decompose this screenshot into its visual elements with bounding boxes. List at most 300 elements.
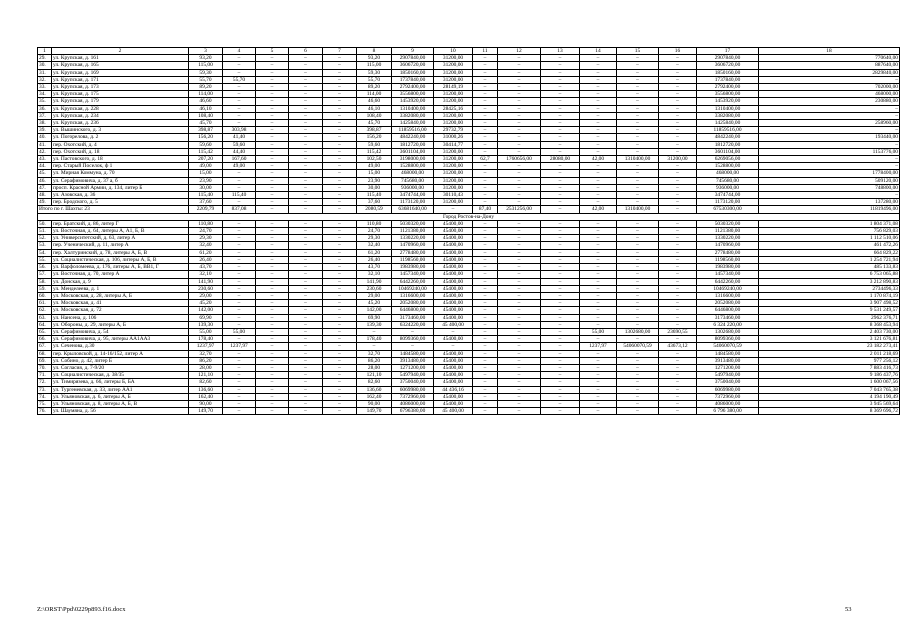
total-cell: – <box>289 206 323 213</box>
table-cell: – <box>498 184 541 191</box>
address-cell: ул. Крупская, д. 175 <box>52 91 189 98</box>
table-cell: 86,20 <box>189 357 223 364</box>
table-cell: 3382080,00 <box>392 112 434 119</box>
table-cell: 1 112 510,06 <box>759 235 900 242</box>
table-row <box>38 170 900 177</box>
total-cell: 63681640,00 <box>392 206 434 213</box>
table-cell: – <box>541 264 580 271</box>
table-row <box>38 156 900 163</box>
table-cell: 65. <box>38 328 52 335</box>
table-cell: – <box>323 400 357 407</box>
table-cell: 46,60 <box>357 98 392 105</box>
table-cell: 37,60 <box>189 199 223 206</box>
table-cell: 86,20 <box>357 357 392 364</box>
table-cell: 90,00 <box>189 400 223 407</box>
table-cell: – <box>323 364 357 371</box>
table-cell: – <box>659 400 697 407</box>
table-cell: 2052080,00 <box>392 300 434 307</box>
table-cell: – <box>580 170 617 177</box>
table-cell: – <box>541 242 580 249</box>
table-cell: 178,40 <box>189 336 223 343</box>
table-cell: 1330220,00 <box>697 235 759 242</box>
table-cell: 115,40 <box>189 192 223 199</box>
table-cell: – <box>289 242 323 249</box>
table-cell: – <box>659 163 697 170</box>
table-cell: 141,90 <box>189 278 223 285</box>
table-cell: – <box>289 343 323 350</box>
table-cell: 29732,79 <box>434 127 473 134</box>
table-cell: – <box>498 199 541 206</box>
table-cell: – <box>580 127 617 134</box>
table-cell: – <box>289 228 323 235</box>
table-cell: – <box>659 148 697 155</box>
table-cell: 136,60 <box>357 386 392 393</box>
table-cell: 230,60 <box>189 285 223 292</box>
table-cell: – <box>256 271 289 278</box>
table-cell: – <box>759 112 900 119</box>
table-cell: – <box>498 292 541 299</box>
table-cell: – <box>473 271 498 278</box>
table-cell: – <box>498 76 541 83</box>
address-cell: ул. Обороны, д. 29, литеры А, Б <box>52 321 189 328</box>
table-cell: 54060070,59 <box>697 343 759 350</box>
table-row <box>38 184 900 191</box>
table-cell: 41. <box>38 141 52 148</box>
table-cell: – <box>659 408 697 415</box>
table-cell: – <box>498 98 541 105</box>
address-cell: ул. Ульяновская, д. 6, литеры А, Б <box>52 393 189 400</box>
table-cell: – <box>617 408 659 415</box>
table-cell: – <box>659 300 697 307</box>
table-cell: 468000,00 <box>759 91 900 98</box>
table-cell: – <box>541 400 580 407</box>
table-cell: 1850160,00 <box>697 69 759 76</box>
table-cell: – <box>473 192 498 199</box>
table-cell: 6796380,00 <box>392 408 434 415</box>
table-cell: – <box>498 408 541 415</box>
table-cell: 31200,00 <box>434 177 473 184</box>
total-cell: – <box>434 206 473 213</box>
table-cell: – <box>256 62 289 69</box>
total-row <box>38 206 900 213</box>
table-cell: – <box>580 285 617 292</box>
table-cell: – <box>256 184 289 191</box>
table-cell: – <box>473 170 498 177</box>
table-cell: 28425,16 <box>434 105 473 112</box>
table-cell: – <box>289 285 323 292</box>
table-cell: – <box>289 357 323 364</box>
table-row <box>38 386 900 393</box>
table-cell: – <box>580 163 617 170</box>
table-cell: – <box>498 314 541 321</box>
table-cell: – <box>289 264 323 271</box>
table-row <box>38 192 900 199</box>
table-cell: 50. <box>38 220 52 227</box>
table-cell: – <box>580 386 617 393</box>
table-cell: – <box>541 364 580 371</box>
address-cell: ул. Погорелова, д. 2 <box>52 134 189 141</box>
table-cell: – <box>223 120 256 127</box>
table-cell: 162,40 <box>189 393 223 400</box>
table-cell: 28,00 <box>357 364 392 371</box>
total-cell: – <box>256 206 289 213</box>
table-cell: 32,10 <box>189 271 223 278</box>
column-number-cell: 12 <box>498 48 541 55</box>
column-number-cell: 1 <box>38 48 52 55</box>
table-cell: – <box>580 379 617 386</box>
table-cell: – <box>498 242 541 249</box>
address-cell: ул. Варфоломеева, д. 176, литеры А, Б, ВВ1, Г <box>52 264 189 271</box>
table-cell: – <box>289 379 323 386</box>
table-cell: 1271200,00 <box>392 364 434 371</box>
table-cell: 23690,55 <box>659 328 697 335</box>
table-cell: 31200,00 <box>434 184 473 191</box>
table-row <box>38 134 900 141</box>
column-number-cell: 2 <box>52 48 189 55</box>
table-cell: – <box>659 192 697 199</box>
table-cell: – <box>659 271 697 278</box>
table-cell: – <box>323 62 357 69</box>
table-cell: 230880,00 <box>759 98 900 105</box>
table-cell: – <box>256 264 289 271</box>
section-title-row <box>38 213 900 220</box>
table-cell: – <box>323 343 357 350</box>
table-cell: 1330220,00 <box>392 235 434 242</box>
table-cell: – <box>659 285 697 292</box>
table-cell: – <box>617 400 659 407</box>
section-title: Город Ростов-на-Дону <box>38 213 900 220</box>
table-cell: – <box>473 134 498 141</box>
table-cell: 62,7 <box>473 156 498 163</box>
table-cell: 11859516,00 <box>392 127 434 134</box>
table-cell: – <box>617 278 659 285</box>
table-cell: 139,30 <box>357 321 392 328</box>
table-cell: – <box>759 141 900 148</box>
table-cell: 59,30 <box>357 69 392 76</box>
table-cell: 45400,00 <box>434 307 473 314</box>
table-cell: – <box>541 393 580 400</box>
table-cell: – <box>580 278 617 285</box>
table-cell: 1425840,00 <box>697 120 759 127</box>
table-cell: 31200,00 <box>434 112 473 119</box>
total-label: Итого по г. Шахты: 23 <box>38 206 189 213</box>
table-cell: 24,70 <box>189 228 223 235</box>
table-cell: 44,40 <box>223 148 256 155</box>
table-cell: 114,00 <box>189 91 223 98</box>
total-cell: 2080,59 <box>357 206 392 213</box>
column-number-cell: 9 <box>392 48 434 55</box>
table-cell: – <box>289 278 323 285</box>
table-cell: – <box>617 292 659 299</box>
table-row <box>38 278 900 285</box>
table-cell: 114,00 <box>357 91 392 98</box>
table-cell: 57. <box>38 271 52 278</box>
table-cell: 82,60 <box>189 379 223 386</box>
address-cell: ул. Восточная, д. 70, литер А <box>52 271 189 278</box>
table-cell: 31200,00 <box>434 163 473 170</box>
table-cell: – <box>323 127 357 134</box>
table-cell: – <box>256 386 289 393</box>
table-cell: 47. <box>38 184 52 191</box>
table-cell: 9 186 437,76 <box>759 372 900 379</box>
table-cell: – <box>473 314 498 321</box>
table-cell: – <box>289 336 323 343</box>
table-cell: – <box>580 235 617 242</box>
table-cell: – <box>617 69 659 76</box>
table-cell: – <box>617 199 659 206</box>
column-number-cell: 18 <box>759 48 900 55</box>
table-cell: 887640,00 <box>759 62 900 69</box>
table-cell: 31200,00 <box>434 148 473 155</box>
table-cell: – <box>289 321 323 328</box>
table-cell: 1121380,00 <box>697 228 759 235</box>
table-cell: 39. <box>38 127 52 134</box>
table-cell: – <box>541 148 580 155</box>
table-cell: 30,00 <box>357 184 392 191</box>
table-cell: – <box>223 292 256 299</box>
table-cell: 69,90 <box>189 314 223 321</box>
table-cell: – <box>223 69 256 76</box>
table-cell: – <box>498 84 541 91</box>
address-cell: ул. Крупская, д. 228 <box>52 105 189 112</box>
address-cell: ул. Крупская, д. 173 <box>52 84 189 91</box>
table-cell: – <box>223 112 256 119</box>
address-cell: пер. Бродского, д. 5 <box>52 199 189 206</box>
table-cell: 67. <box>38 343 52 350</box>
table-cell: – <box>289 112 323 119</box>
table-cell: – <box>659 134 697 141</box>
table-cell: – <box>659 127 697 134</box>
table-cell: – <box>498 321 541 328</box>
table-cell: 82,60 <box>357 379 392 386</box>
table-cell: 1302680,00 <box>697 328 759 335</box>
table-cell: – <box>659 256 697 263</box>
table-cell: 8099360,00 <box>697 336 759 343</box>
table-cell: – <box>541 379 580 386</box>
column-number-cell: 11 <box>473 48 498 55</box>
table-cell: – <box>498 134 541 141</box>
table-cell: – <box>617 105 659 112</box>
table-cell: – <box>498 271 541 278</box>
address-cell: ул. Вышинского, д. 3 <box>52 127 189 134</box>
table-cell: – <box>223 242 256 249</box>
table-cell: – <box>498 343 541 350</box>
table-cell: – <box>659 379 697 386</box>
table-cell: 3382080,00 <box>697 112 759 119</box>
table-cell: 1173120,00 <box>392 199 434 206</box>
table-cell: 110,80 <box>189 220 223 227</box>
table-cell: – <box>223 264 256 271</box>
table-cell: – <box>473 292 498 299</box>
table-cell: – <box>498 328 541 335</box>
table-cell: – <box>759 163 900 170</box>
table-cell: 1484580,00 <box>697 350 759 357</box>
table-cell: – <box>323 300 357 307</box>
table-cell: – <box>323 228 357 235</box>
table-cell: 58. <box>38 278 52 285</box>
table-cell: 30414,77 <box>434 141 473 148</box>
table-row <box>38 120 900 127</box>
table-cell: 1316600,00 <box>392 292 434 299</box>
table-cell: – <box>223 400 256 407</box>
table-cell: – <box>617 249 659 256</box>
table-cell: – <box>223 105 256 112</box>
total-cell: 1310400,00 <box>617 206 659 213</box>
table-cell: – <box>256 156 289 163</box>
table-cell: – <box>323 177 357 184</box>
table-cell: – <box>580 408 617 415</box>
table-cell: 45400,00 <box>434 285 473 292</box>
table-cell: – <box>289 300 323 307</box>
table-cell: – <box>498 300 541 307</box>
table-cell: 54. <box>38 249 52 256</box>
table-cell: 3750040,00 <box>392 379 434 386</box>
table-cell: – <box>498 393 541 400</box>
table-cell: – <box>323 408 357 415</box>
table-cell: – <box>617 112 659 119</box>
table-cell: 2778480,00 <box>697 249 759 256</box>
table-cell: 115,42 <box>357 148 392 155</box>
table-row <box>38 141 900 148</box>
table-cell: 149,70 <box>357 408 392 415</box>
address-cell: ул. Сеченова, д.30 <box>52 343 189 350</box>
table-cell: 41,40 <box>223 134 256 141</box>
table-cell: 30,00 <box>189 184 223 191</box>
table-cell: 45400,00 <box>434 249 473 256</box>
table-cell: 121,10 <box>189 372 223 379</box>
column-number-cell: 10 <box>434 48 473 55</box>
table-row <box>38 256 900 263</box>
table-cell: – <box>289 76 323 83</box>
table-cell: – <box>541 120 580 127</box>
table-cell: 398,87 <box>357 127 392 134</box>
table-cell: – <box>289 271 323 278</box>
table-cell: 32,70 <box>357 350 392 357</box>
table-cell: 1850160,00 <box>392 69 434 76</box>
table-cell: – <box>617 285 659 292</box>
table-cell: – <box>659 350 697 357</box>
table-cell: 55,70 <box>223 76 256 83</box>
table-cell: 485 133,83 <box>759 264 900 271</box>
table-cell: 461 472,26 <box>759 242 900 249</box>
table-cell: – <box>617 141 659 148</box>
address-cell: ул. Московская, д. 72 <box>52 307 189 314</box>
table-cell: – <box>541 192 580 199</box>
table-cell: – <box>289 177 323 184</box>
table-row <box>38 220 900 227</box>
address-cell: ул. Социалистическая, д. 106, литеры А, Б, В <box>52 256 189 263</box>
table-row <box>38 98 900 105</box>
table-cell: – <box>498 62 541 69</box>
table-cell: – <box>473 98 498 105</box>
table-cell: 108,40 <box>189 112 223 119</box>
table-cell: – <box>473 163 498 170</box>
table-row <box>38 314 900 321</box>
table-cell: 1812720,00 <box>697 141 759 148</box>
table-cell: 31200,00 <box>434 62 473 69</box>
table-cell: – <box>289 400 323 407</box>
table-row <box>38 328 900 335</box>
table-cell: – <box>357 343 392 350</box>
table-cell: 2792400,00 <box>697 84 759 91</box>
table-cell: – <box>541 91 580 98</box>
table-cell: 29,00 <box>189 292 223 299</box>
table-cell: 46. <box>38 177 52 184</box>
address-cell: просп. Красной Армии, д. 134, литер Б <box>52 184 189 191</box>
table-cell: – <box>289 156 323 163</box>
table-cell: – <box>323 285 357 292</box>
table-row <box>38 112 900 119</box>
table-cell: 9 531 249,57 <box>759 307 900 314</box>
table-row <box>38 264 900 271</box>
table-cell: – <box>541 55 580 62</box>
table-cell: 40. <box>38 134 52 141</box>
table-cell: – <box>223 170 256 177</box>
table-cell: – <box>580 69 617 76</box>
table-cell: 1302680,00 <box>617 328 659 335</box>
table-cell: – <box>289 134 323 141</box>
table-cell: – <box>323 357 357 364</box>
address-cell: пер. Охотский, д. 4 <box>52 141 189 148</box>
table-cell: 2052080,00 <box>697 300 759 307</box>
table-cell: – <box>289 141 323 148</box>
table-cell: – <box>323 271 357 278</box>
table-cell: – <box>498 249 541 256</box>
column-number-cell: 14 <box>580 48 617 55</box>
table-cell: – <box>659 228 697 235</box>
table-cell: 115,40 <box>223 192 256 199</box>
table-cell: – <box>289 105 323 112</box>
table-cell: – <box>580 336 617 343</box>
table-cell: – <box>223 220 256 227</box>
table-cell: – <box>541 76 580 83</box>
table-cell: – <box>256 350 289 357</box>
table-cell: 193440,00 <box>759 134 900 141</box>
table-cell: 7372960,00 <box>697 393 759 400</box>
table-cell: – <box>580 307 617 314</box>
column-number-cell: 7 <box>323 48 357 55</box>
table-cell: 61,20 <box>189 249 223 256</box>
table-cell: – <box>323 105 357 112</box>
table-cell: – <box>289 62 323 69</box>
table-cell: – <box>323 98 357 105</box>
table-cell: – <box>473 228 498 235</box>
table-cell: 7 043 765,38 <box>759 386 900 393</box>
table-cell: – <box>256 328 289 335</box>
table-cell: 167,60 <box>223 156 256 163</box>
table-cell: – <box>289 220 323 227</box>
table-cell: – <box>580 220 617 227</box>
table-cell: 60. <box>38 292 52 299</box>
table-cell: 745680,00 <box>697 177 759 184</box>
table-cell: – <box>256 307 289 314</box>
table-cell: 56. <box>38 264 52 271</box>
table-cell: – <box>289 91 323 98</box>
table-cell: – <box>223 285 256 292</box>
table-cell: 1310400,00 <box>617 156 659 163</box>
table-cell: 1470960,00 <box>392 242 434 249</box>
table-cell: – <box>580 350 617 357</box>
address-cell: ул. Крупская, д. 169 <box>52 69 189 76</box>
table-cell: – <box>473 220 498 227</box>
table-cell: 42. <box>38 148 52 155</box>
table-cell: 745680,00 <box>392 177 434 184</box>
table-cell: – <box>617 300 659 307</box>
table-cell: 3601104,00 <box>392 148 434 155</box>
table-cell: – <box>498 112 541 119</box>
table-cell: – <box>659 386 697 393</box>
table-cell: – <box>659 292 697 299</box>
